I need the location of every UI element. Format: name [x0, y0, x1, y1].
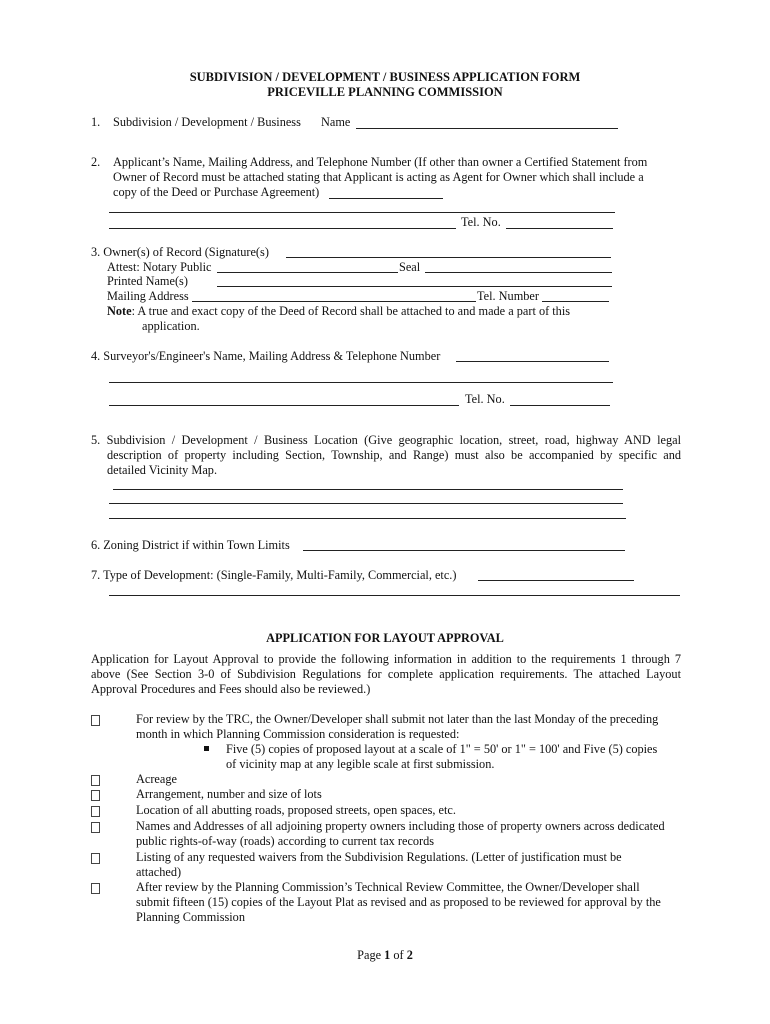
item3-label: 3. Owner(s) of Record (Signature(s): [91, 245, 269, 259]
checkbox-roads[interactable]: [91, 806, 100, 817]
check1-line1: For review by the TRC, the Owner/Developer shall submit not later than the last Monday of the preceding: [136, 712, 659, 726]
checkbox-adjoining-owners[interactable]: [91, 822, 100, 833]
bullet-line1: Five (5) copies of proposed layout at a scale of 1" = 50' or 1" = 100' and Five (5) copies: [226, 742, 658, 756]
item5-field-1[interactable]: [113, 489, 623, 490]
check7-line3: Planning Commission: [136, 910, 245, 924]
item7-field-2[interactable]: [109, 595, 680, 596]
item2-text-line2: Owner of Record must be attached stating that Applicant is acting as Agent for Owner which shall include a: [113, 170, 644, 184]
checkbox-lots[interactable]: [91, 790, 100, 801]
item1-label: Subdivision / Development / Business: [113, 115, 301, 129]
item3-note-line2: application.: [142, 319, 200, 333]
item2-address-field-2[interactable]: [109, 228, 456, 229]
item5-line3: detailed Vicinity Map.: [107, 463, 218, 477]
item3-note: [107, 304, 570, 319]
note-bold-label: Note: [107, 304, 132, 318]
item1-name-label: Name: [321, 115, 351, 129]
item7-field[interactable]: [478, 580, 634, 581]
item5-field-2[interactable]: [109, 503, 623, 504]
check5-line2: public rights-of-way (roads) according to current tax records: [136, 834, 435, 848]
check6-line2: attached): [136, 865, 182, 879]
layout-intro-line2: above (See Section 3-0 of Subdivision Regulations for complete application requirements. The attached Layout: [91, 667, 681, 681]
item6-field[interactable]: [303, 550, 625, 551]
checkbox-acreage[interactable]: [91, 775, 100, 786]
item5-field-3[interactable]: [109, 518, 626, 519]
item6-label: 6. Zoning District if within Town Limits: [91, 538, 290, 552]
item3-printed-label: Printed Name(s): [107, 274, 188, 288]
checkbox-layout-plat[interactable]: [91, 883, 100, 894]
item1-number: 1.: [91, 115, 101, 129]
page-word: Page: [357, 948, 382, 962]
check4-label: Location of all abutting roads, proposed streets, open spaces, etc.: [136, 803, 456, 817]
check2-label: Acreage: [136, 772, 177, 786]
item3-seal-field[interactable]: [425, 272, 612, 273]
item3-seal-label: Seal: [399, 260, 421, 274]
bullet-marker: [204, 746, 209, 751]
checkbox-trc-review[interactable]: [91, 715, 100, 726]
item3-printed-field[interactable]: [217, 286, 612, 287]
item4-label: 4. Surveyor's/Engineer's Name, Mailing Address & Telephone Number: [91, 349, 441, 363]
item3-attest-label: Attest: Notary Public: [107, 260, 212, 274]
item3-notary-field[interactable]: [217, 272, 398, 273]
item3-tel-field[interactable]: [542, 301, 609, 302]
item5-line2: description of property including Section, Township, and Range) must also be accompanied by specific and: [107, 448, 681, 462]
item2-text-line1: Applicant’s Name, Mailing Address, and Telephone Number (If other than owner a Certified Statement from: [113, 155, 648, 169]
item2-deed-field[interactable]: [329, 198, 443, 199]
item3-mailing-label: Mailing Address: [107, 289, 189, 303]
page-number: 1: [384, 948, 391, 962]
layout-intro-line3: Approval Procedures and Fees should also be reviewed.): [91, 682, 371, 696]
check5-line1: Names and Addresses of all adjoining property owners including those of property owners across dedicated: [136, 819, 665, 833]
check7-line1: After review by the Planning Commission’s Technical Review Committee, the Owner/Developer shall: [136, 880, 640, 894]
item3-mailing-field[interactable]: [192, 301, 476, 302]
item4-tel-field[interactable]: [510, 405, 610, 406]
item2-number: 2.: [91, 155, 101, 169]
checkbox-waivers[interactable]: [91, 853, 100, 864]
item2-text-line3: copy of the Deed or Purchase Agreement): [113, 185, 320, 199]
item5-text: [91, 433, 681, 478]
item7-label: 7. Type of Development: (Single-Family, Multi-Family, Commercial, etc.): [91, 568, 457, 582]
layout-intro: [91, 652, 681, 697]
of-word: of: [393, 948, 404, 962]
check3-label: Arrangement, number and size of lots: [136, 787, 322, 801]
item2-address-field[interactable]: [109, 212, 615, 213]
item4-name-field[interactable]: [456, 361, 609, 362]
item5-line1: 5. Subdivision / Development / Business Location (Give geographic location, street, road, highway AND legal: [91, 433, 681, 447]
form-title: SUBDIVISION / DEVELOPMENT / BUSINESS APPLICATION FORM: [189, 70, 581, 84]
item4-tel-label: Tel. No.: [465, 392, 505, 406]
layout-approval-heading: APPLICATION FOR LAYOUT APPROVAL: [266, 631, 504, 645]
item3-signature-field[interactable]: [286, 257, 611, 258]
bullet-line2: of vicinity map at any legible scale at first submission.: [226, 757, 495, 771]
layout-intro-line1: Application for Layout Approval to provide the following information in addition to the requirements 1 through 7: [91, 652, 681, 666]
page-footer: [0, 948, 770, 963]
item2-tel-label: Tel. No.: [461, 215, 501, 229]
item4-address-field-2[interactable]: [109, 405, 459, 406]
item4-address-field[interactable]: [109, 382, 613, 383]
check7-line2: submit fifteen (15) copies of the Layout Plat as revised and as proposed to be reviewed for approval by the: [136, 895, 661, 909]
item1-name-field[interactable]: [356, 128, 618, 129]
item2-tel-field[interactable]: [506, 228, 613, 229]
page-total: 2: [406, 948, 413, 962]
form-subtitle: PRICEVILLE PLANNING COMMISSION: [267, 85, 503, 99]
item3-tel-label: Tel. Number: [477, 289, 539, 303]
check1-line2: month in which Planning Commission consideration is requested:: [136, 727, 460, 741]
note-text: : A true and exact copy of the Deed of Record shall be attached to and made a part of this: [131, 304, 571, 318]
check6-line1: Listing of any requested waivers from the Subdivision Regulations. (Letter of justification must be: [136, 850, 622, 864]
